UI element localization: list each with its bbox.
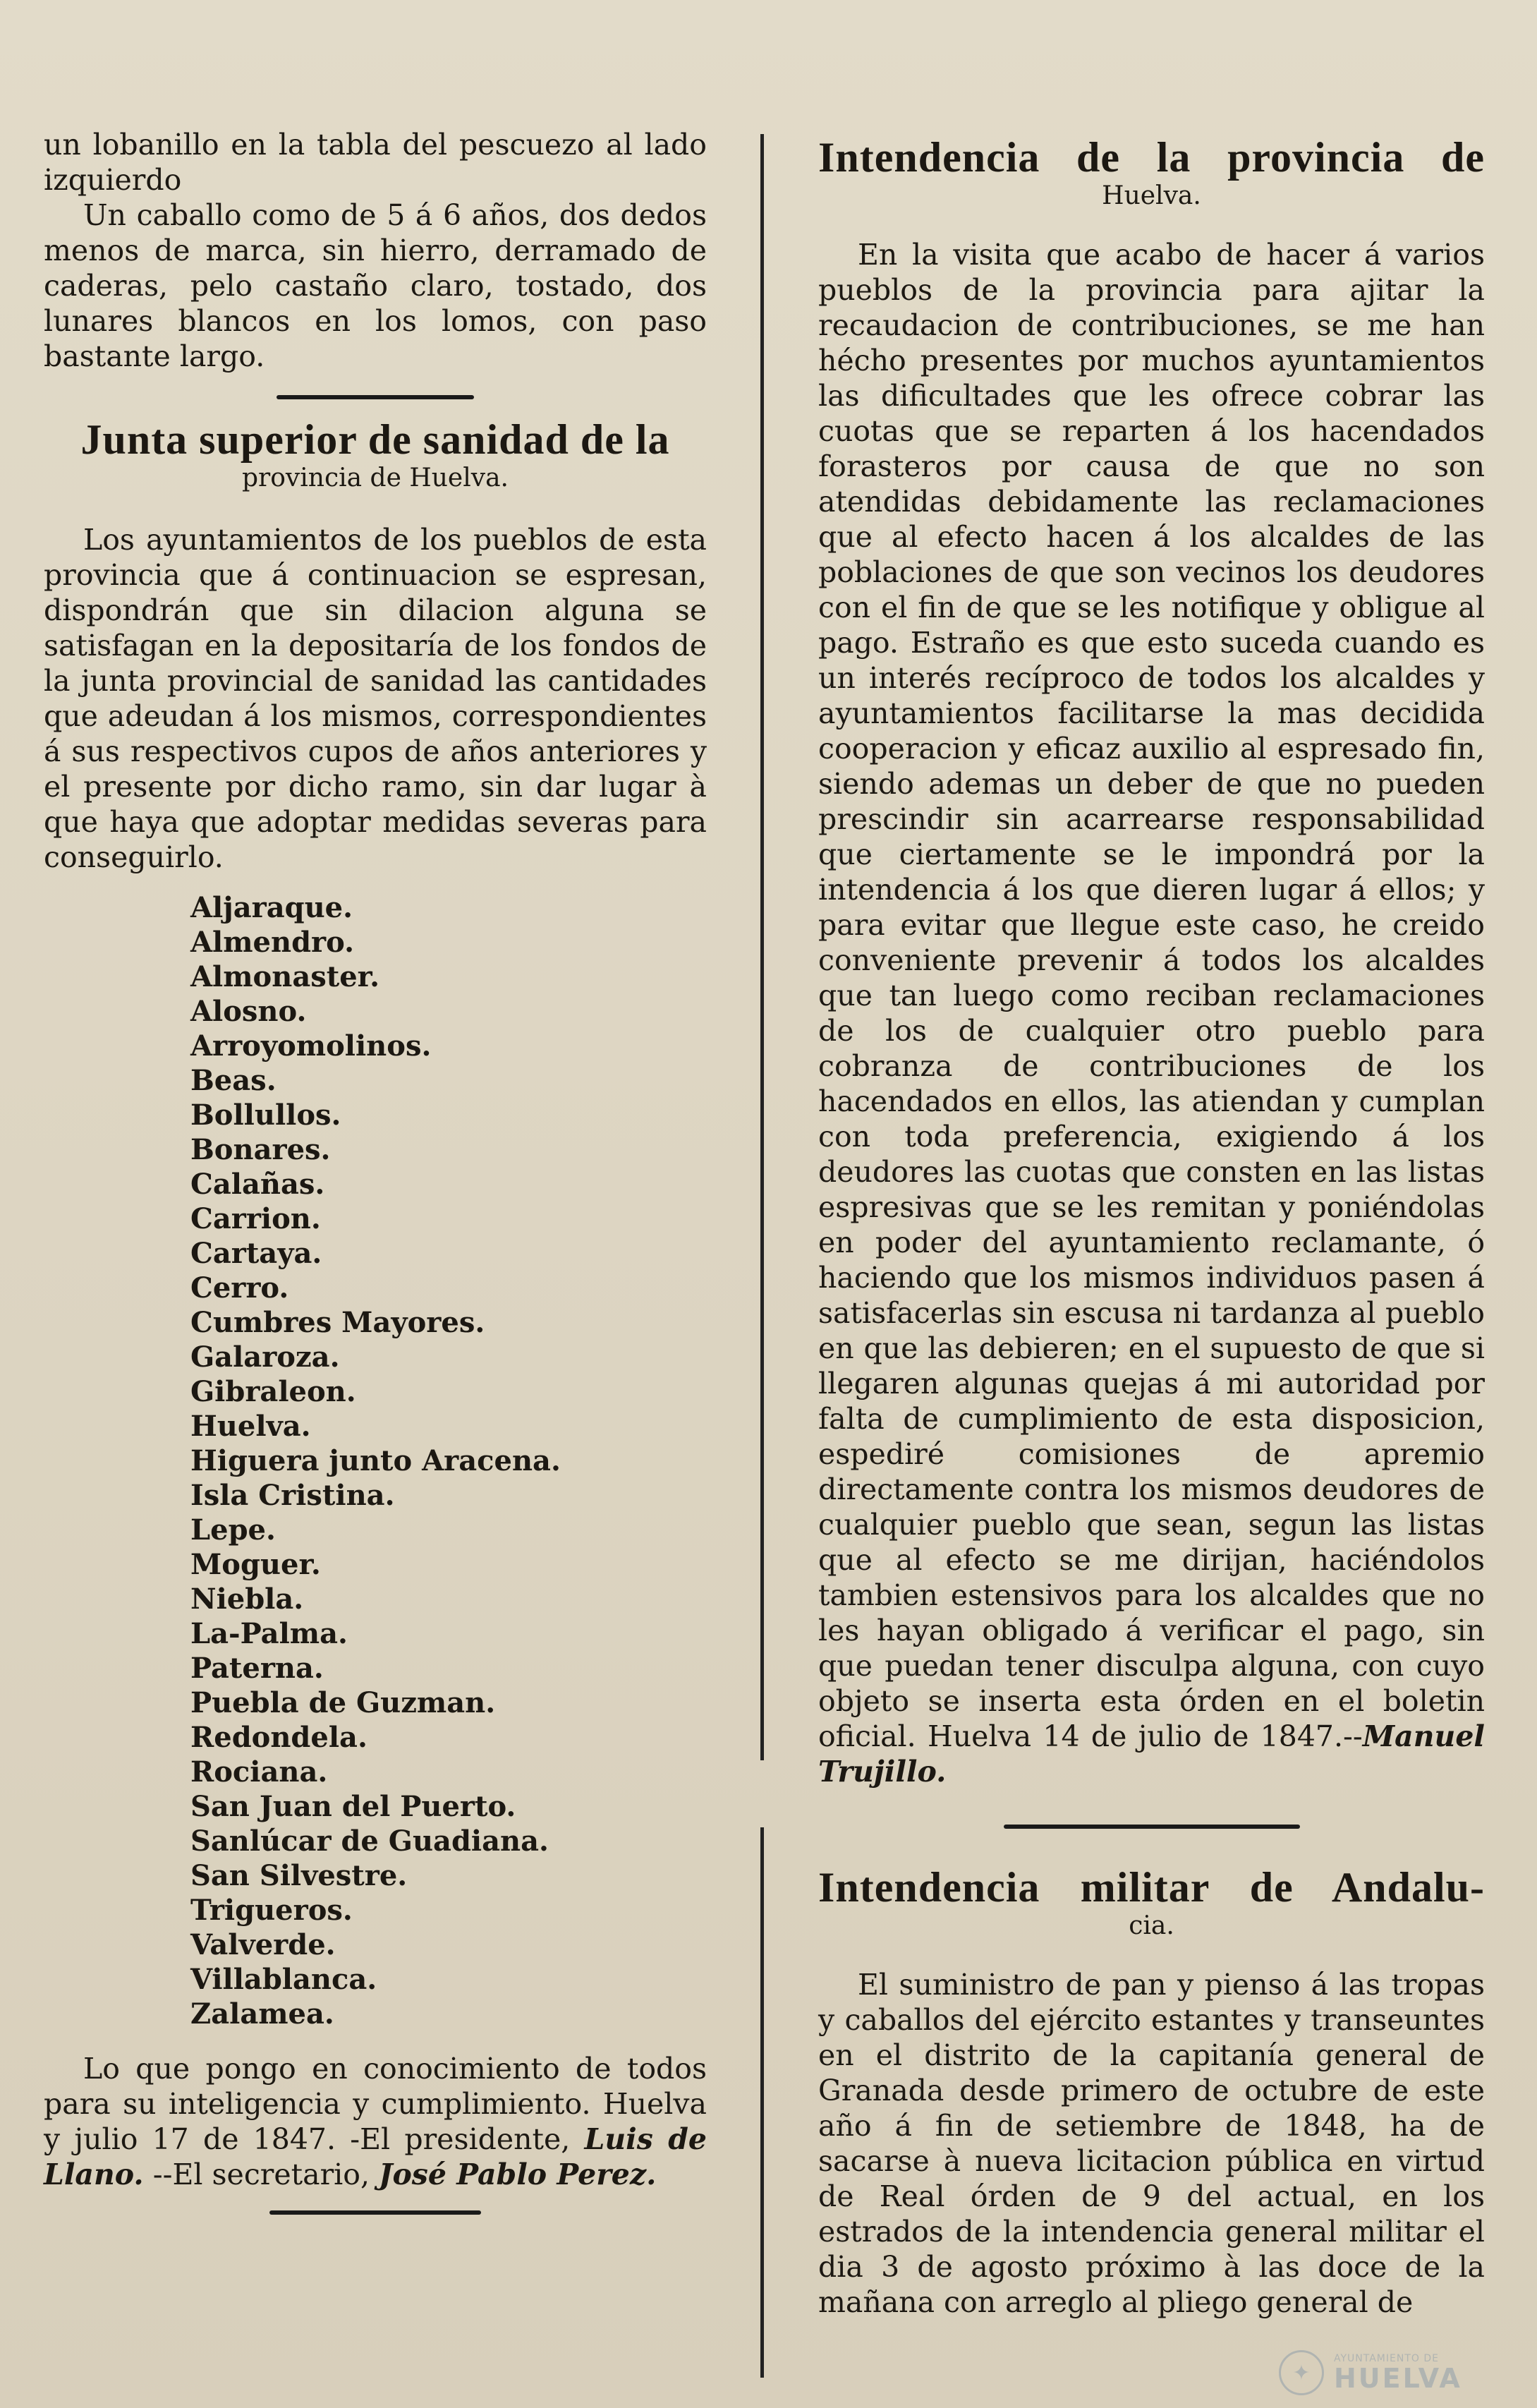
president-signature: Luis de Llano.	[44, 2122, 707, 2191]
town-item: San Juan del Puerto.	[190, 1790, 516, 1823]
town-item: Rociana.	[190, 1755, 328, 1789]
secretary-label: --El secretario,	[152, 2158, 370, 2191]
town-item: Sanlúcar de Guadiana.	[190, 1825, 549, 1858]
closing-text: Lo que pongo en conocimiento de todos para su inteligencia y cumplimiento. Huelva y julio 17 de 1847. -El presidente,	[44, 2052, 707, 2156]
bottom-divider	[269, 2210, 481, 2215]
town-item: Puebla de Guzman.	[190, 1686, 496, 1719]
intendencia-title: Intendencia de la provincia de	[818, 134, 1485, 181]
town-item: Moguer.	[190, 1548, 321, 1581]
left-column	[44, 127, 707, 2215]
militar-subtitle: cia.	[1129, 1911, 1174, 1940]
town-item: Aljaraque.	[190, 891, 353, 924]
town-item: Calañas.	[190, 1168, 325, 1201]
town-item: Galaroza.	[190, 1341, 340, 1374]
horse-notice: Un caballo como de 5 á 6 años, dos dedos menos de marca, sin hierro, derramado de caderas, pelo castaño claro, tostado, dos lunares blancos en los lomos, con paso bastante largo.	[44, 198, 707, 373]
town-item: Zalamea.	[190, 1997, 334, 2031]
intendencia-body	[818, 237, 1485, 1789]
town-item: Arroyomolinos.	[190, 1029, 432, 1063]
watermark-text	[1334, 2353, 1462, 2392]
archive-watermark	[1279, 2347, 1512, 2398]
town-item: Niebla.	[190, 1583, 304, 1616]
town-item: Carrion.	[190, 1202, 321, 1235]
town-item: Alosno.	[190, 995, 307, 1028]
column-rule-bottom	[760, 1827, 764, 2378]
right-column	[818, 134, 1485, 2320]
town-item: Almendro.	[190, 926, 355, 959]
junta-subtitle: provincia de Huelva.	[242, 464, 509, 492]
town-list	[44, 890, 707, 2031]
intendencia-signature: Manuel Trujillo.	[818, 1719, 1485, 1789]
town-item: Gibraleon.	[190, 1375, 356, 1408]
town-item: San Silvestre.	[190, 1859, 408, 1892]
town-item: Cerro.	[190, 1271, 289, 1305]
town-item: Valverde.	[190, 1928, 336, 1961]
intendencia-text: En la visita que acabo de hacer á varios pueblos de la provincia para ajitar la recaudacion de contribuciones, se me han hécho presentes por muchos ayuntamientos las dificultades que les ofrece cobrar las cuotas que se reparten á los hacendados forasteros por causa de que no son atendidas debidamente las reclamaciones que al efecto hacen á los alcaldes de las poblaciones de que son vecinos los deudores con el fin de que se les notifique y obligue al pago. Estraño es que esto suceda cuando es un interés recíproco de todos los alcaldes y ayuntamientos facilitarse la mas decidida cooperacion y eficaz auxilio al espresado fin, siendo ademas un deber de que no pueden prescindir sin acarrearse responsabilidad que ciertamente se le impondrá por la intendencia á los que dieren lugar á ellos; y para evitar que llegue este caso, he creido conveniente prevenir á todos los alcaldes que tan luego como reciban reclamaciones de los de cualquier otro pueblo para cobranza de contribuciones de los hacendados en ellos, las atiendan y cumplan con toda preferencia, exigiendo á los deudores las cuotas que consten en las listas espresivas que se les remitan y poniéndolas en poder del ayuntamiento reclamante, ó haciendo que los mismos individuos pasen á satisfacerlas sin escusa ni tardanza al pueblo en que las debieren; en el supuesto de que si llegaren algunas quejas á mi autoridad por falta de cumplimiento de esta disposicion, espediré comisiones de apremio directamente contra los mismos deudores de cualquier pueblo que sean, segun las listas que al efecto se me dirijan, haciéndolos tambien estensivos para los alcaldes que no les hayan obligado á verificar el pago, sin que puedan tener disculpa alguna, con cuyo objeto se inserta esta órden en el boletin oficial. Huelva 14 de julio de 1847.--	[818, 238, 1485, 1753]
militar-title: Intendencia militar de Andalu-	[818, 1864, 1485, 1911]
town-item: Beas.	[190, 1064, 277, 1097]
town-item: Bollullos.	[190, 1099, 341, 1132]
militar-body: El suministro de pan y pienso á las tropas y caballos del ejército estantes y transeuntes en el distrito de la capitanía general de Granada desde primero de octubre de este año á fin de setiembre de 1848, ha de sacarse à nueva licitacion pública en virtud de Real órden de 9 del actual, en los estrados de la intendencia general militar el dia 3 de agosto próximo à las doce de la mañana con arreglo al pliego general de	[818, 1968, 1485, 2319]
intendencia-subtitle: Huelva.	[1102, 181, 1201, 210]
continuation-text: un lobanillo en la tabla del pescuezo al lado izquierdo	[44, 128, 707, 197]
watermark-big: HUELVA	[1334, 2363, 1462, 2394]
town-item: Huelva.	[190, 1410, 311, 1443]
shield-icon: ✦	[1279, 2350, 1324, 2395]
town-item: Paterna.	[190, 1652, 324, 1685]
town-item: La-Palma.	[190, 1617, 348, 1650]
town-item: Almonaster.	[190, 960, 380, 993]
secretary-signature: José Pablo Perez.	[379, 2158, 657, 2191]
town-item: Villablanca.	[190, 1963, 377, 1996]
town-item: Higuera junto Aracena.	[190, 1444, 561, 1477]
junta-intro: Los ayuntamientos de los pueblos de esta provincia que á continuacion se espresan, dispondrán que sin dilacion alguna se satisfagan en la depositaría de los fondos de la junta provincial de sanidad las cantidades que adeudan á los mismos, correspondientes á sus respectivos cupos de años anteriores y el presente por dicho ramo, sin dar lugar à que haya que adoptar medidas severas para conseguirlo.	[44, 523, 707, 874]
town-item: Trigueros.	[190, 1894, 353, 1927]
junta-closing	[44, 2051, 707, 2192]
watermark-small: AYUNTAMIENTO DE	[1334, 2353, 1439, 2364]
column-rule-top	[760, 134, 764, 1760]
section-divider-right	[1004, 1825, 1300, 1829]
junta-title: Junta superior de sanidad de la	[80, 416, 670, 463]
town-item: Cumbres Mayores.	[190, 1306, 485, 1339]
town-item: Bonares.	[190, 1133, 331, 1166]
town-item: Cartaya.	[190, 1237, 322, 1270]
town-item: Redondela.	[190, 1721, 367, 1754]
town-item: Lepe.	[190, 1513, 276, 1547]
section-divider	[277, 395, 474, 399]
town-item: Isla Cristina.	[190, 1479, 395, 1512]
